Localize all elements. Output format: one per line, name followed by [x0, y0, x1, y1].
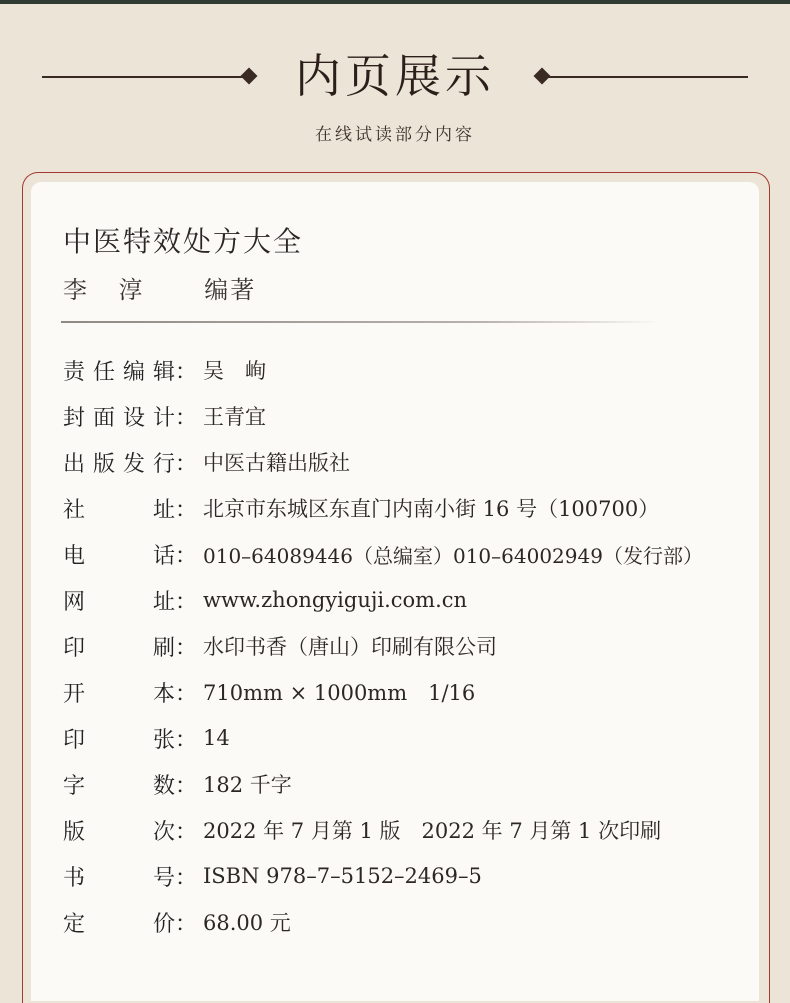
label-char: 行 — [152, 451, 175, 477]
info-label — [63, 355, 175, 386]
info-label — [63, 493, 175, 524]
author-role: 编著 — [204, 276, 257, 304]
author-line — [63, 270, 256, 305]
info-label — [63, 631, 175, 662]
label-char: 电 — [63, 543, 86, 569]
author-name: 李 淳 — [63, 276, 155, 304]
info-value: 2022 年 7 月第 1 版 2022 年 7 月第 1 次印刷 — [203, 819, 662, 843]
info-value: 710mm × 1000mm 1/16 — [203, 681, 476, 705]
label-char: 价 — [152, 911, 175, 937]
label-char: 字 — [63, 773, 86, 799]
header-line-left — [42, 76, 247, 78]
info-value: 王青宜 — [203, 405, 266, 429]
info-label — [63, 401, 175, 432]
book-title: 中医特效处方大全 — [63, 225, 304, 258]
label-char: 责 — [63, 359, 86, 385]
info-label — [63, 861, 175, 892]
label-char: 面 — [92, 405, 115, 431]
info-label — [63, 769, 175, 800]
info-label — [63, 723, 175, 754]
section-header — [0, 40, 790, 170]
info-row-website — [63, 580, 467, 620]
label-char: 书 — [63, 865, 86, 891]
info-label — [63, 447, 175, 478]
info-colon: ： — [175, 451, 198, 477]
info-row-publisher — [63, 442, 350, 482]
info-row-sheets — [63, 718, 230, 758]
info-row-format — [63, 672, 475, 712]
info-label — [63, 585, 175, 616]
copyright-page — [31, 182, 759, 1001]
info-value: 010–64089446（总编室）010–64002949（发行部） — [203, 543, 703, 568]
label-char: 出 — [63, 451, 86, 477]
info-label — [63, 815, 175, 846]
info-value: ISBN 978–7–5152–2469–5 — [203, 864, 482, 888]
info-row-phone — [63, 534, 703, 574]
info-value: 14 — [203, 726, 230, 750]
label-char: 数 — [152, 773, 175, 799]
info-label — [63, 677, 175, 708]
info-colon: ： — [175, 773, 198, 799]
label-char: 辑 — [152, 359, 175, 385]
info-row-cover-design — [63, 396, 266, 436]
info-row-isbn — [63, 856, 482, 896]
label-char: 开 — [63, 681, 86, 707]
info-row-word-count — [63, 764, 292, 804]
section-subtitle: 在线试读部分内容 — [315, 125, 475, 145]
info-colon: ： — [175, 911, 198, 937]
info-colon: ： — [175, 727, 198, 753]
top-border — [0, 0, 790, 4]
info-colon: ： — [175, 405, 198, 431]
label-char: 号 — [152, 865, 175, 891]
label-char: 张 — [152, 727, 175, 753]
header-line-right — [545, 76, 748, 78]
info-row-printer — [63, 626, 497, 666]
title-divider — [61, 321, 661, 323]
label-char: 封 — [63, 405, 86, 431]
info-row-editor — [63, 350, 266, 390]
label-char: 网 — [63, 589, 86, 615]
info-value: 北京市东城区东直门内南小街 16 号（100700） — [203, 497, 660, 521]
info-row-edition — [63, 810, 661, 850]
diamond-ornament-left — [241, 68, 258, 85]
label-char: 刷 — [152, 635, 175, 661]
info-row-price — [63, 902, 291, 942]
info-value: 182 千字 — [203, 773, 292, 797]
info-value: 水印书香（唐山）印刷有限公司 — [203, 635, 497, 659]
label-char: 印 — [63, 727, 86, 753]
info-value: 68.00 元 — [203, 911, 291, 935]
label-char: 定 — [63, 911, 86, 937]
info-colon: ： — [175, 819, 198, 845]
label-char: 印 — [63, 635, 86, 661]
label-char: 任 — [92, 359, 115, 385]
label-char: 话 — [152, 543, 175, 569]
label-char: 版 — [92, 451, 115, 477]
label-char: 本 — [152, 681, 175, 707]
label-char: 次 — [152, 819, 175, 845]
section-title: 内页展示 — [295, 49, 495, 103]
label-char: 发 — [122, 451, 145, 477]
label-char: 址 — [152, 497, 175, 523]
info-colon: ： — [175, 497, 198, 523]
info-value: 吴 峋 — [203, 359, 266, 383]
info-colon: ： — [175, 543, 198, 569]
info-value: www.zhongyiguji.com.cn — [203, 588, 468, 612]
info-colon: ： — [175, 359, 198, 385]
label-char: 设 — [122, 405, 145, 431]
label-char: 版 — [63, 819, 86, 845]
label-char: 编 — [122, 359, 145, 385]
info-colon: ： — [175, 589, 198, 615]
info-label — [63, 539, 175, 570]
label-char: 址 — [152, 589, 175, 615]
info-label — [63, 907, 175, 938]
info-row-address — [63, 488, 659, 528]
info-colon: ： — [175, 681, 198, 707]
info-colon: ： — [175, 635, 198, 661]
label-char: 计 — [152, 405, 175, 431]
label-char: 社 — [63, 497, 86, 523]
info-colon: ： — [175, 865, 198, 891]
info-value: 中医古籍出版社 — [203, 451, 350, 475]
